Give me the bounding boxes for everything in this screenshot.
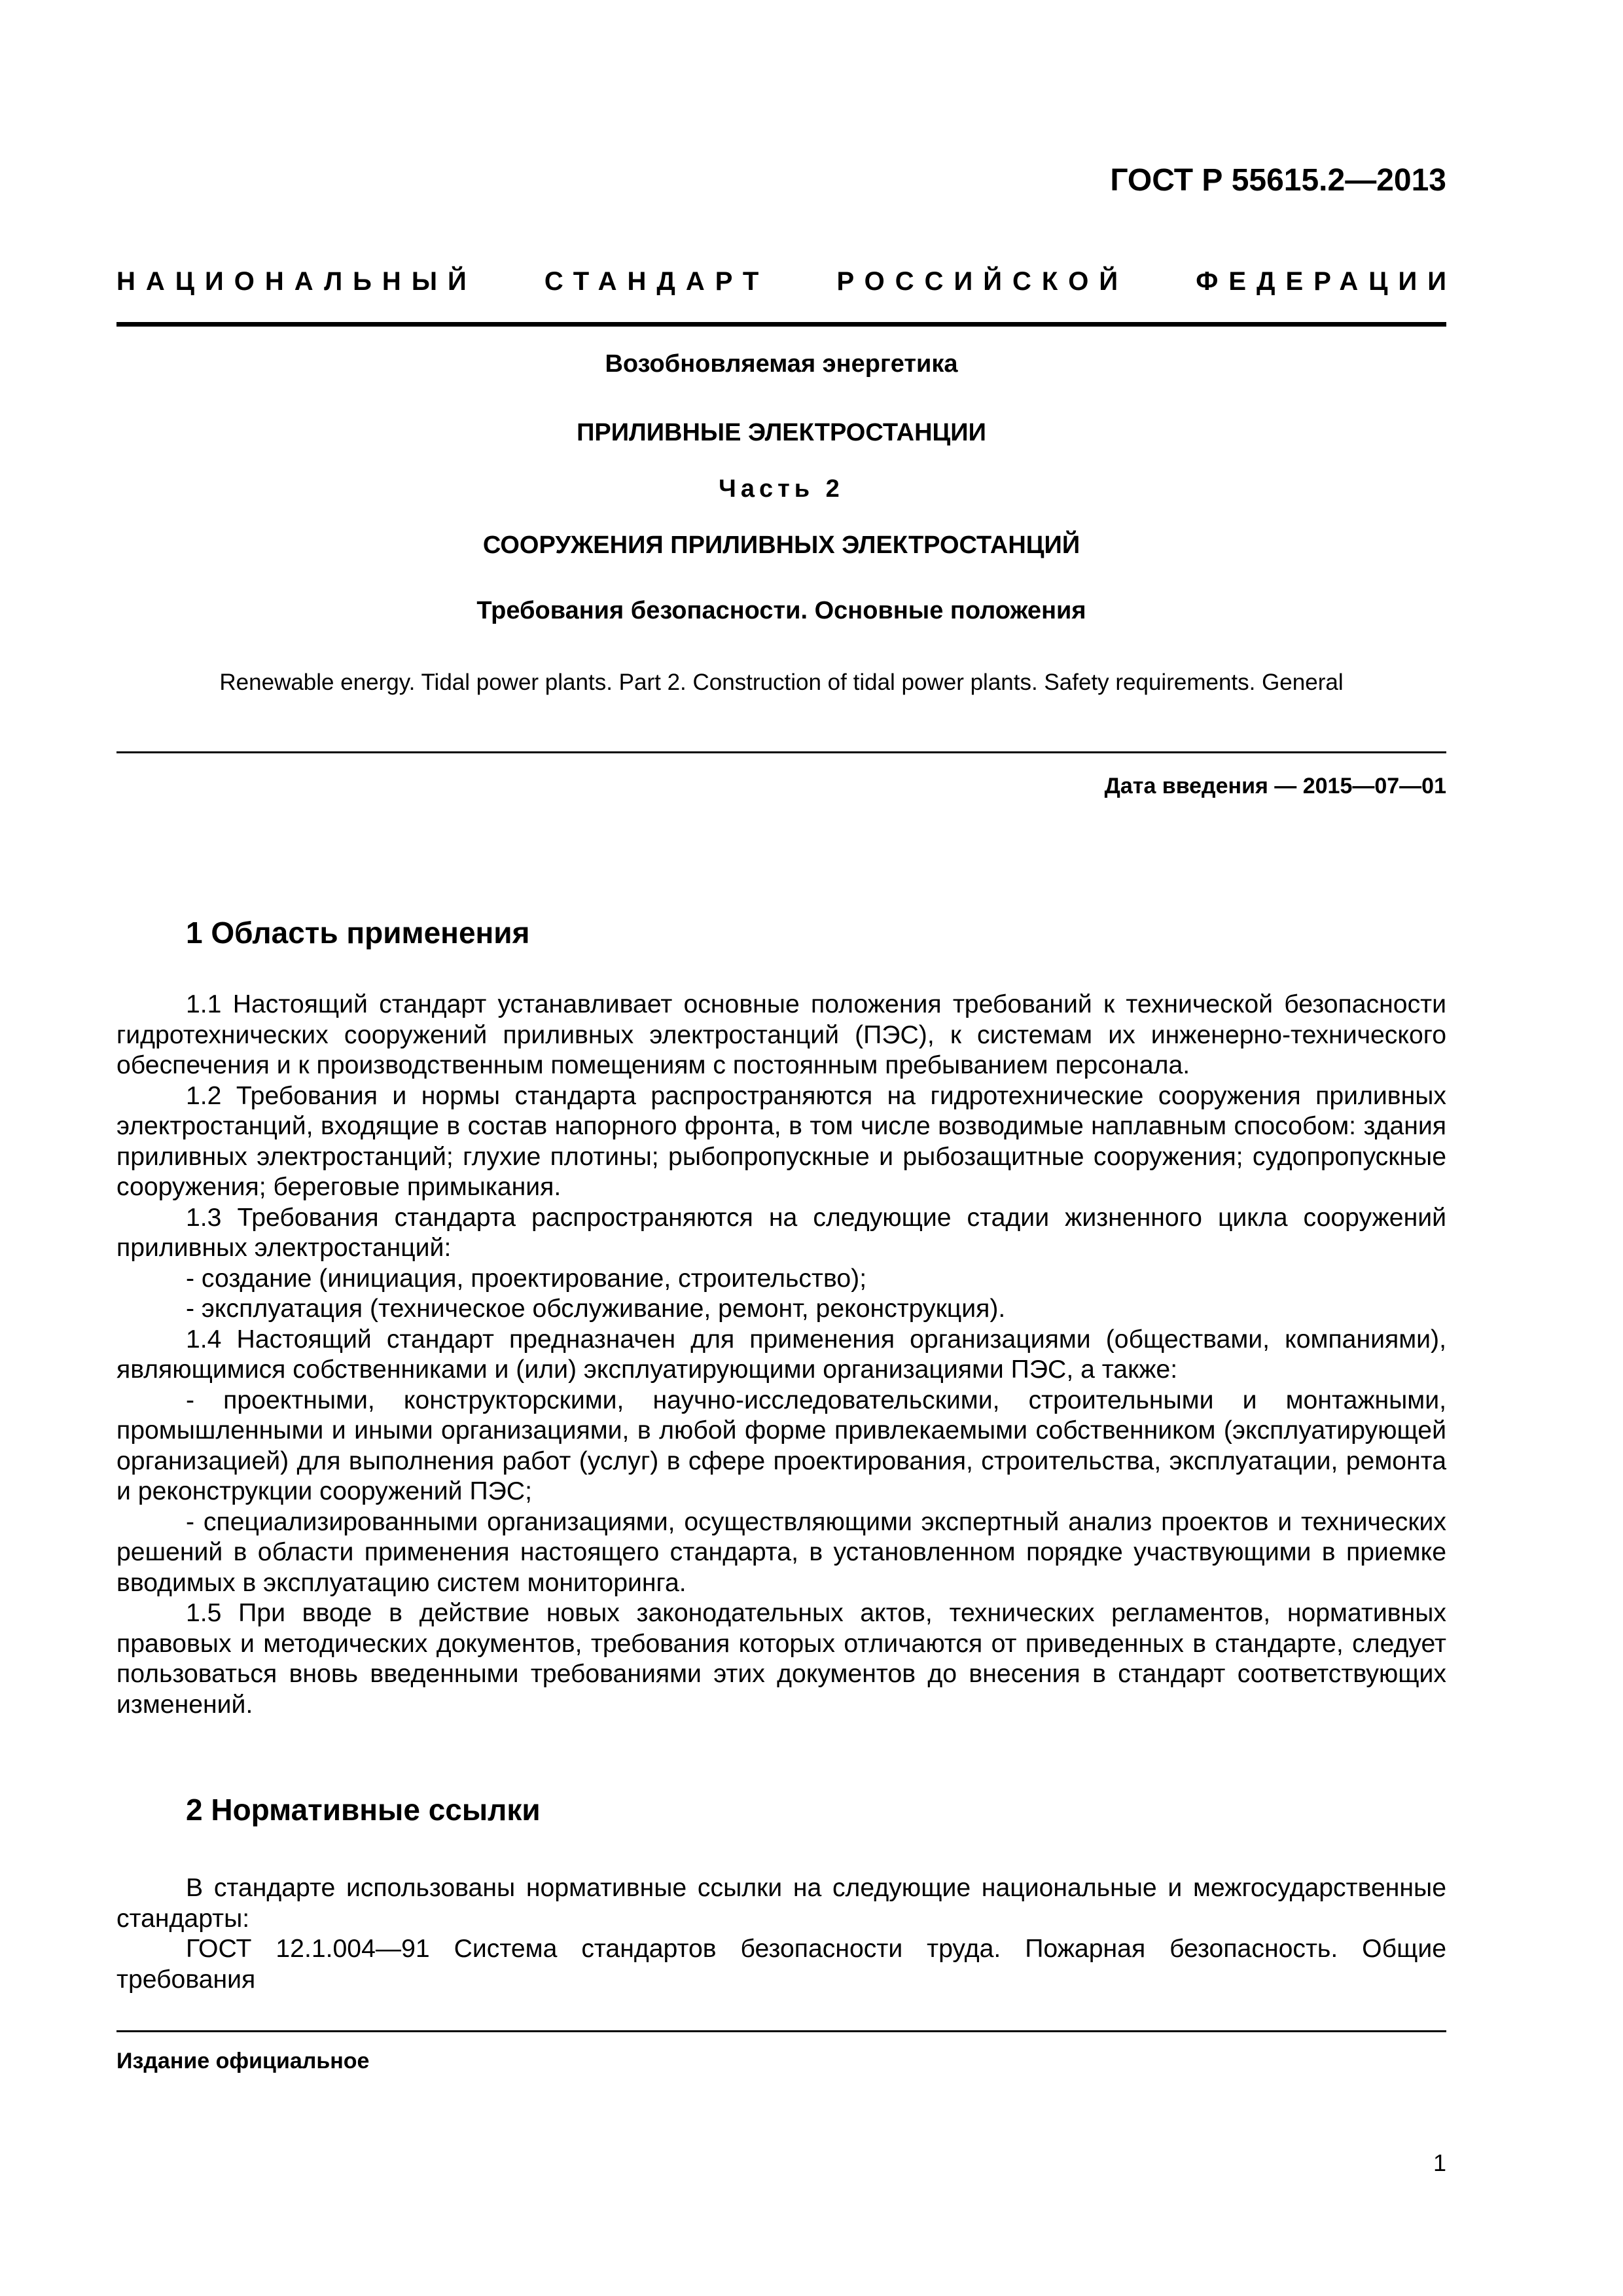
standard-word-2: СТАНДАРТ [544,267,770,296]
field-title: Возобновляемая энергетика [605,350,958,378]
section-2-heading: 2 Нормативные ссылки [186,1793,541,1827]
list-item-creation: - создание (инициация, проектирование, строительство); [186,1264,867,1293]
standard-word-4: ФЕДЕРАЦИИ [1196,267,1457,296]
section-1-body [116,990,1446,1720]
standard-banner [116,267,1457,296]
title-divider [116,751,1446,753]
paragraph-1-5: 1.5 При вводе в действие новых законодательных актов, технических регламентов, нормативных правовых и методических документов, требования которых отличаются от приведенных в стандарте, следует пользоваться вновь введенными требованиями этих документов до внесения в стандарт соответствующих изменений. [116,1599,1446,1719]
english-title: Renewable energy. Tidal power plants. Part 2. Construction of tidal power plants. Safety requirements. General [219,670,1344,695]
section-2-body [116,1873,1446,1995]
document-number: ГОСТ Р 55615.2—2013 [1110,163,1446,198]
main-title: ПРИЛИВНЫЕ ЭЛЕКТРОСТАНЦИИ [577,419,986,446]
header-divider [116,322,1446,327]
standard-word-1: НАЦИОНАЛЬНЫЙ [116,267,477,296]
subtitle: СООРУЖЕНИЯ ПРИЛИВНЫХ ЭЛЕКТРОСТАНЦИЙ [482,531,1080,559]
paragraph-1-2: 1.2 Требования и нормы стандарта распространяются на гидротехнические сооружения приливных электростанций, входящие в состав напорного фронта, в том числе возводимые наплавным способом: здания приливных электростанций; глухие плотины; рыбопропускные и рыбозащитные сооружения; судопропускные сооружения; береговые примыкания. [116,1081,1446,1201]
official-edition-label: Издание официальное [116,2049,370,2073]
list-item-operation: - эксплуатация (техническое обслуживание, ремонт, реконструкция). [186,1295,1006,1323]
list-item-expert-orgs: - специализированными организациями, осуществляющими экспертный анализ проектов и технических решений в области применения настоящего стандарта, в установленном порядке участвующими в приемке вводимых в эксплуатацию систем мониторинга. [116,1507,1446,1597]
list-item-design-orgs: - проектными, конструкторскими, научно-исследовательскими, строительными и монтажными, промышленными и иными организациями, в любой форме привлекаемыми собственником (эксплуатирующей организацией) для выполнения работ (услуг) в сфере проектирования, строительства, эксплуатации, ремонта и реконструкции сооружений ПЭС; [116,1386,1446,1505]
page-number: 1 [1433,2149,1446,2176]
requirements-title: Требования безопасности. Основные положения [476,597,1086,624]
paragraph-2-intro: В стандарте использованы нормативные ссылки на следующие национальные и межгосударственные стандарты: [116,1874,1446,1933]
paragraph-1-1: 1.1 Настоящий стандарт устанавливает основные положения требований к технической безопасности гидротехнических сооружений приливных электростанций (ПЭС), к системам их инженерно-технического обеспечения и к производственным помещениям с постоянным пребыванием персонала. [116,990,1446,1079]
reference-gost-12-1-004: ГОСТ 12.1.004—91 Система стандартов безопасности труда. Пожарная безопасность. Общие требования [116,1935,1446,1994]
introduction-date: Дата введения — 2015—07—01 [1104,774,1446,798]
paragraph-1-4: 1.4 Настоящий стандарт предназначен для применения организациями (обществами, компаниями), являющимися собственниками и (или) эксплуатирующими организациями ПЭС, а также: [116,1325,1446,1384]
section-1-heading: 1 Область применения [186,916,530,950]
paragraph-1-3: 1.3 Требования стандарта распространяются на следующие стадии жизненного цикла сооружений приливных электростанций: [116,1203,1446,1262]
standard-word-3: РОССИЙСКОЙ [836,267,1129,296]
footer-divider [116,2030,1446,2032]
part-title: Часть 2 [719,475,844,503]
